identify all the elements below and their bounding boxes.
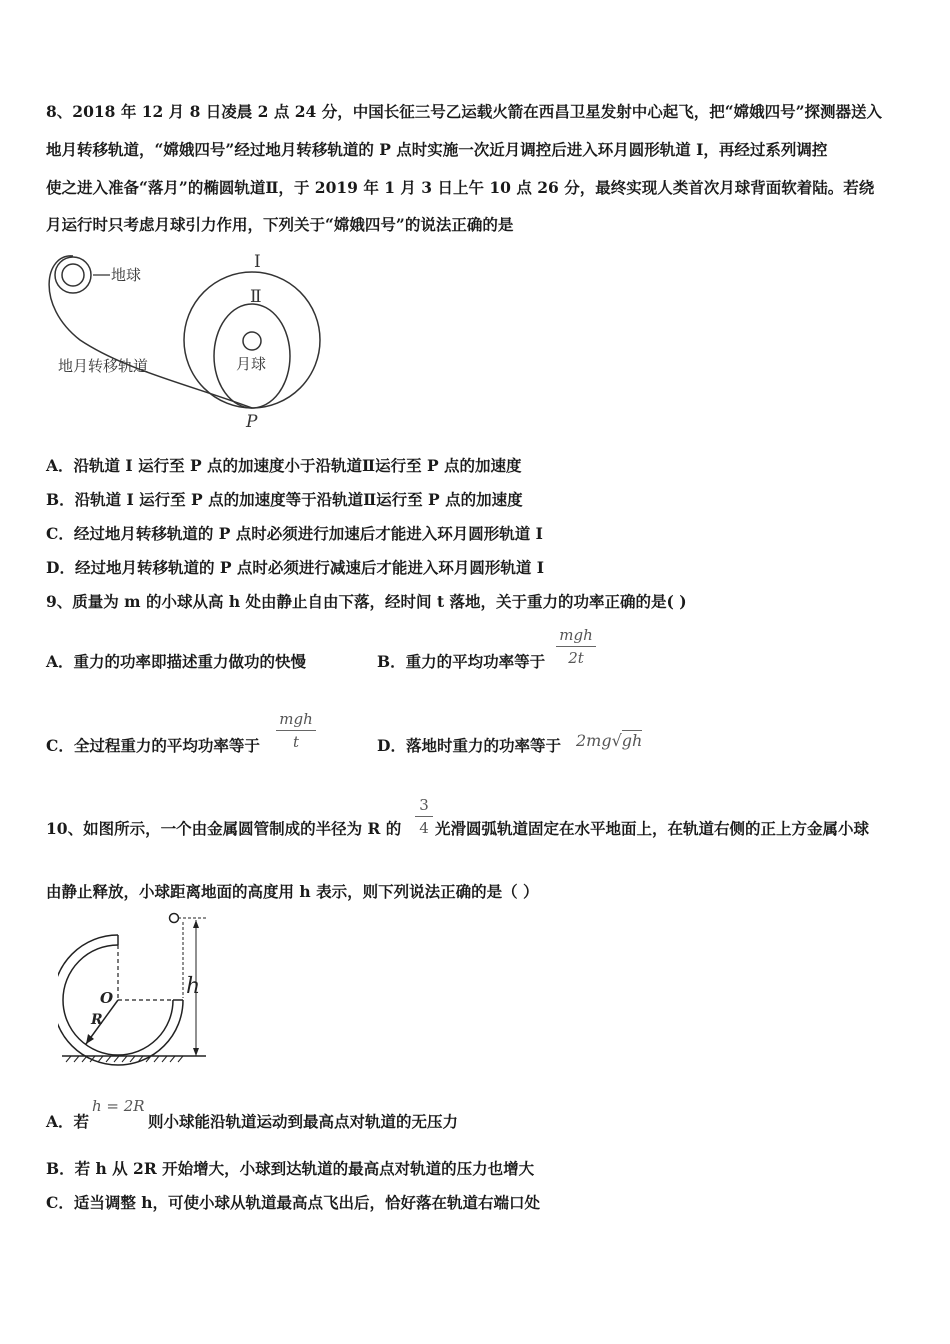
q9-option-c: C．全过程重力的平均功率等于 <box>46 736 260 755</box>
q10-fraction-denominator: 4 <box>419 819 429 837</box>
fraction-bar <box>556 646 596 647</box>
moon-circle <box>243 332 261 350</box>
q10-stem-part-b: 光滑圆弧轨道固定在水平地面上，在轨道右侧的正上方金属小球 <box>435 819 870 838</box>
ground-hatching <box>66 1056 183 1062</box>
q9-option-b-fraction <box>556 626 596 667</box>
q8-option-b: B．沿轨道 I 运行至 P 点的加速度等于沿轨道Ⅱ运行至 P 点的加速度 <box>46 490 523 509</box>
fraction-bar <box>415 816 433 817</box>
q9-d-radicand: gh <box>621 731 643 750</box>
q8-option-c: C．经过地月转移轨道的 P 点时必须进行加速后才能进入环月圆形轨道 I <box>46 524 543 543</box>
fraction-bar <box>276 730 316 731</box>
q9-option-c-fraction <box>276 710 316 751</box>
earth-inner-circle <box>62 264 84 286</box>
q8-option-a: A．沿轨道 I 运行至 P 点的加速度小于沿轨道Ⅱ运行至 P 点的加速度 <box>46 456 522 475</box>
moon-label: 月球 <box>236 355 267 373</box>
sqrt-sign: √ <box>611 731 622 750</box>
q9-stem: 9、质量为 m 的小球从高 h 处由静止自由下落，经时间 t 落地，关于重力的功率正确的是( ) <box>46 592 687 611</box>
q10-stem-part-a: 10、如图所示，一个由金属圆管制成的半径为 R 的 <box>46 819 402 838</box>
transfer-orbit-label: 地月转移轨道 <box>58 357 149 375</box>
q10-option-b: B．若 h 从 2R 开始增大，小球到达轨道的最高点对轨道的压力也增大 <box>46 1159 535 1178</box>
orbit-2-label: Ⅱ <box>250 287 262 307</box>
q10-fraction-numerator: 3 <box>419 796 429 814</box>
q8-option-d: D．经过地月转移轨道的 P 点时必须进行减速后才能进入环月圆形轨道 I <box>46 558 545 577</box>
q10-fraction <box>415 796 433 837</box>
q9-b-denominator: 2t <box>568 649 584 667</box>
q9-option-b: B．重力的平均功率等于 <box>377 652 546 671</box>
q8-stem-line-3: 使之进入准备“落月”的椭圆轨道Ⅱ，于 2019 年 1 月 3 日上午 10 点 26 分，最终实现人类首次月球背面软着陆。若绕 <box>46 178 875 197</box>
earth-label: 地球 <box>111 266 142 284</box>
q9-b-numerator: mgh <box>559 626 593 644</box>
height-arrow-top <box>193 920 199 928</box>
q10-option-a-text: 则小球能沿轨道运动到最高点对轨道的无压力 <box>148 1112 459 1131</box>
ball <box>170 914 179 923</box>
q8-stem-line-2: 地月转移轨道，“嫦娥四号”经过地月转移轨道的 P 点时实施一次近月调控后进入环月圆形轨道 I，再经过系列调控 <box>46 140 828 159</box>
q9-c-denominator: t <box>292 733 300 751</box>
height-label: h <box>186 974 201 999</box>
height-arrow-bottom <box>193 1048 199 1056</box>
center-label: O <box>100 989 114 1007</box>
q10-option-a-formula: h = 2R <box>92 1097 145 1115</box>
q10-option-a-prefix: A．若 <box>46 1112 90 1131</box>
q9-c-numerator: mgh <box>279 710 313 728</box>
q10-stem-line-2: 由静止释放，小球距离地面的高度用 h 表示，则下列说法正确的是（ ） <box>46 882 539 901</box>
earth-outer-circle <box>55 257 91 293</box>
q8-stem-line-1: 8、2018 年 12 月 8 日凌晨 2 点 24 分，中国长征三号乙运载火箭在西昌卫星发射中心起飞，把“嫦娥四号”探测器送入 <box>46 102 883 121</box>
q10-option-c: C．适当调整 h，可使小球从轨道最高点飞出后，恰好落在轨道右端口处 <box>46 1193 541 1212</box>
q8-orbit-figure <box>40 245 340 435</box>
q9-option-d-formula <box>576 731 642 750</box>
q9-d-coefficient: 2mg <box>576 731 612 750</box>
q8-stem-line-4: 月运行时只考虑月球引力作用，下列关于“嫦娥四号”的说法正确的是 <box>46 215 514 234</box>
orbit-1-label: I <box>254 252 261 272</box>
q10-track-figure <box>58 910 218 1070</box>
point-p-label: P <box>246 412 258 432</box>
q9-option-d: D．落地时重力的功率等于 <box>377 736 561 755</box>
radius-label: R <box>91 1012 103 1028</box>
q9-option-a: A．重力的功率即描述重力做功的快慢 <box>46 652 307 671</box>
